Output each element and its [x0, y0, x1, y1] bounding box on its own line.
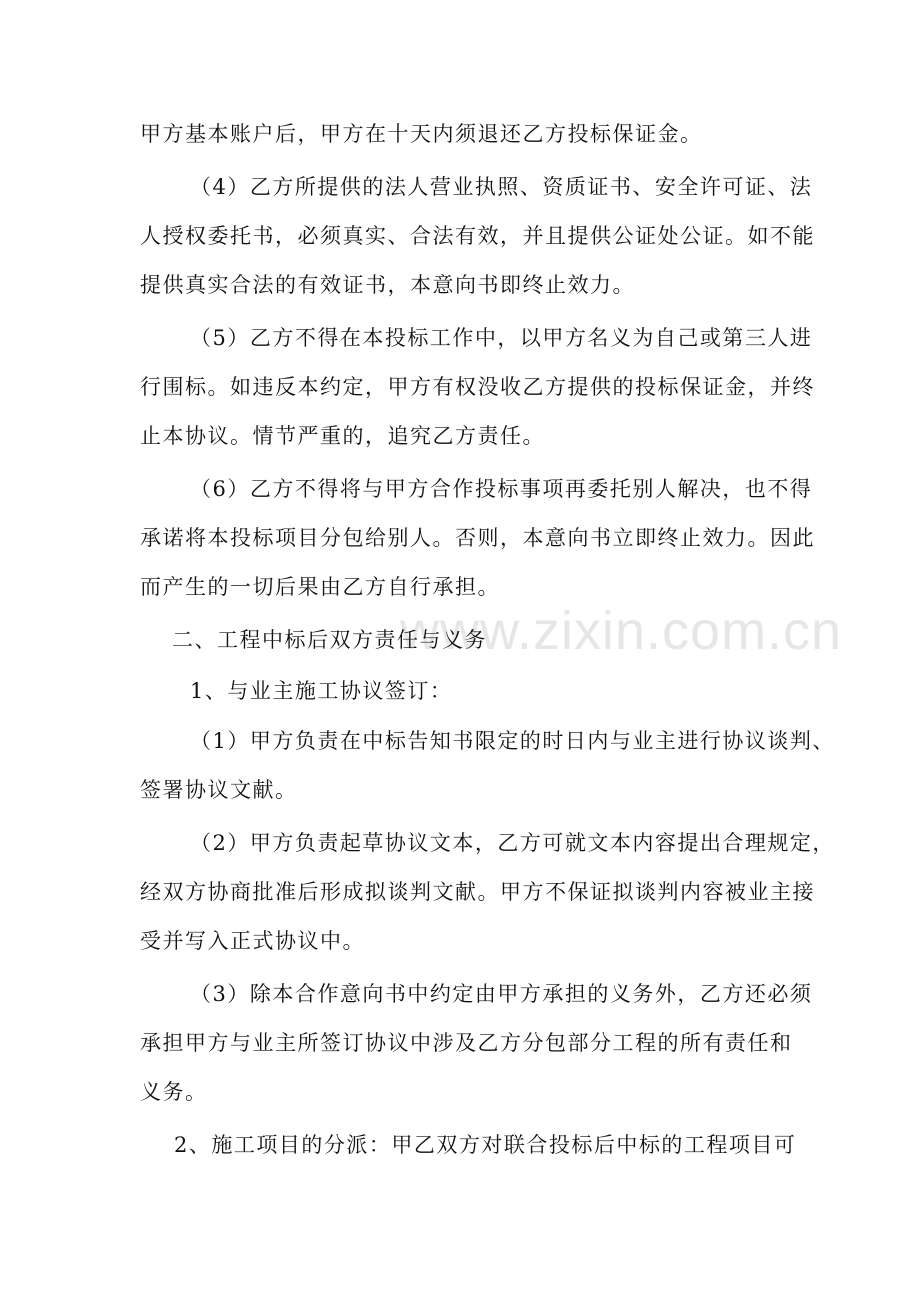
clause-1-line: （1）甲方负责在中标告知书限定的时日内与业主进行协议谈判、 — [190, 729, 835, 753]
body-line: 止本协议。情节严重的，追究乙方责任。 — [140, 424, 545, 448]
body-line: 承担甲方与业主所签订协议中涉及乙方分包部分工程的所有责任和 — [140, 1031, 793, 1055]
body-line: 而产生的一切后果由乙方自行承担。 — [140, 575, 500, 599]
watermark-text: www.zixin.com.cn — [400, 601, 843, 661]
clause-5-line: （5）乙方不得在本投标工作中，以甲方名义为自己或第三人进 — [190, 326, 813, 350]
body-line: 经双方协商批准后形成拟谈判文献。甲方不保证拟谈判内容被业主接 — [140, 880, 815, 904]
body-line: 行围标。如违反本约定，甲方有权没收乙方提供的投标保证金，并终 — [140, 375, 815, 399]
clause-4-line: （4）乙方所提供的法人营业执照、资质证书、安全许可证、法 — [190, 175, 813, 199]
body-line: 签署协议文献。 — [140, 778, 298, 802]
section-heading: 二、工程中标后双方责任与义务 — [172, 628, 487, 652]
clause-3-line: （3）除本合作意向书中约定由甲方承担的义务外，乙方还必须 — [190, 982, 813, 1006]
body-line: 义务。 — [140, 1080, 208, 1104]
subsection-heading: 1、与业主施工协议签订： — [190, 679, 453, 703]
body-line: 甲方基本账户后，甲方在十天内须退还乙方投标保证金。 — [140, 122, 703, 146]
subsection-heading: 2、施工项目的分派：甲乙双方对联合投标后中标的工程项目可 — [174, 1133, 797, 1157]
body-line: 受并写入正式协议中。 — [140, 929, 365, 953]
body-line: 承诺将本投标项目分包给别人。否则，本意向书立即终止效力。因此 — [140, 526, 815, 550]
body-line: 提供真实合法的有效证书，本意向书即终止效力。 — [140, 273, 635, 297]
clause-2-line: （2）甲方负责起草协议文本，乙方可就文本内容提出合理规定， — [190, 831, 835, 855]
clause-6-line: （6）乙方不得将与甲方合作投标事项再委托别人解决，也不得 — [190, 477, 813, 501]
body-line: 人授权委托书，必须真实、合法有效，并且提供公证处公证。如不能 — [140, 224, 815, 248]
